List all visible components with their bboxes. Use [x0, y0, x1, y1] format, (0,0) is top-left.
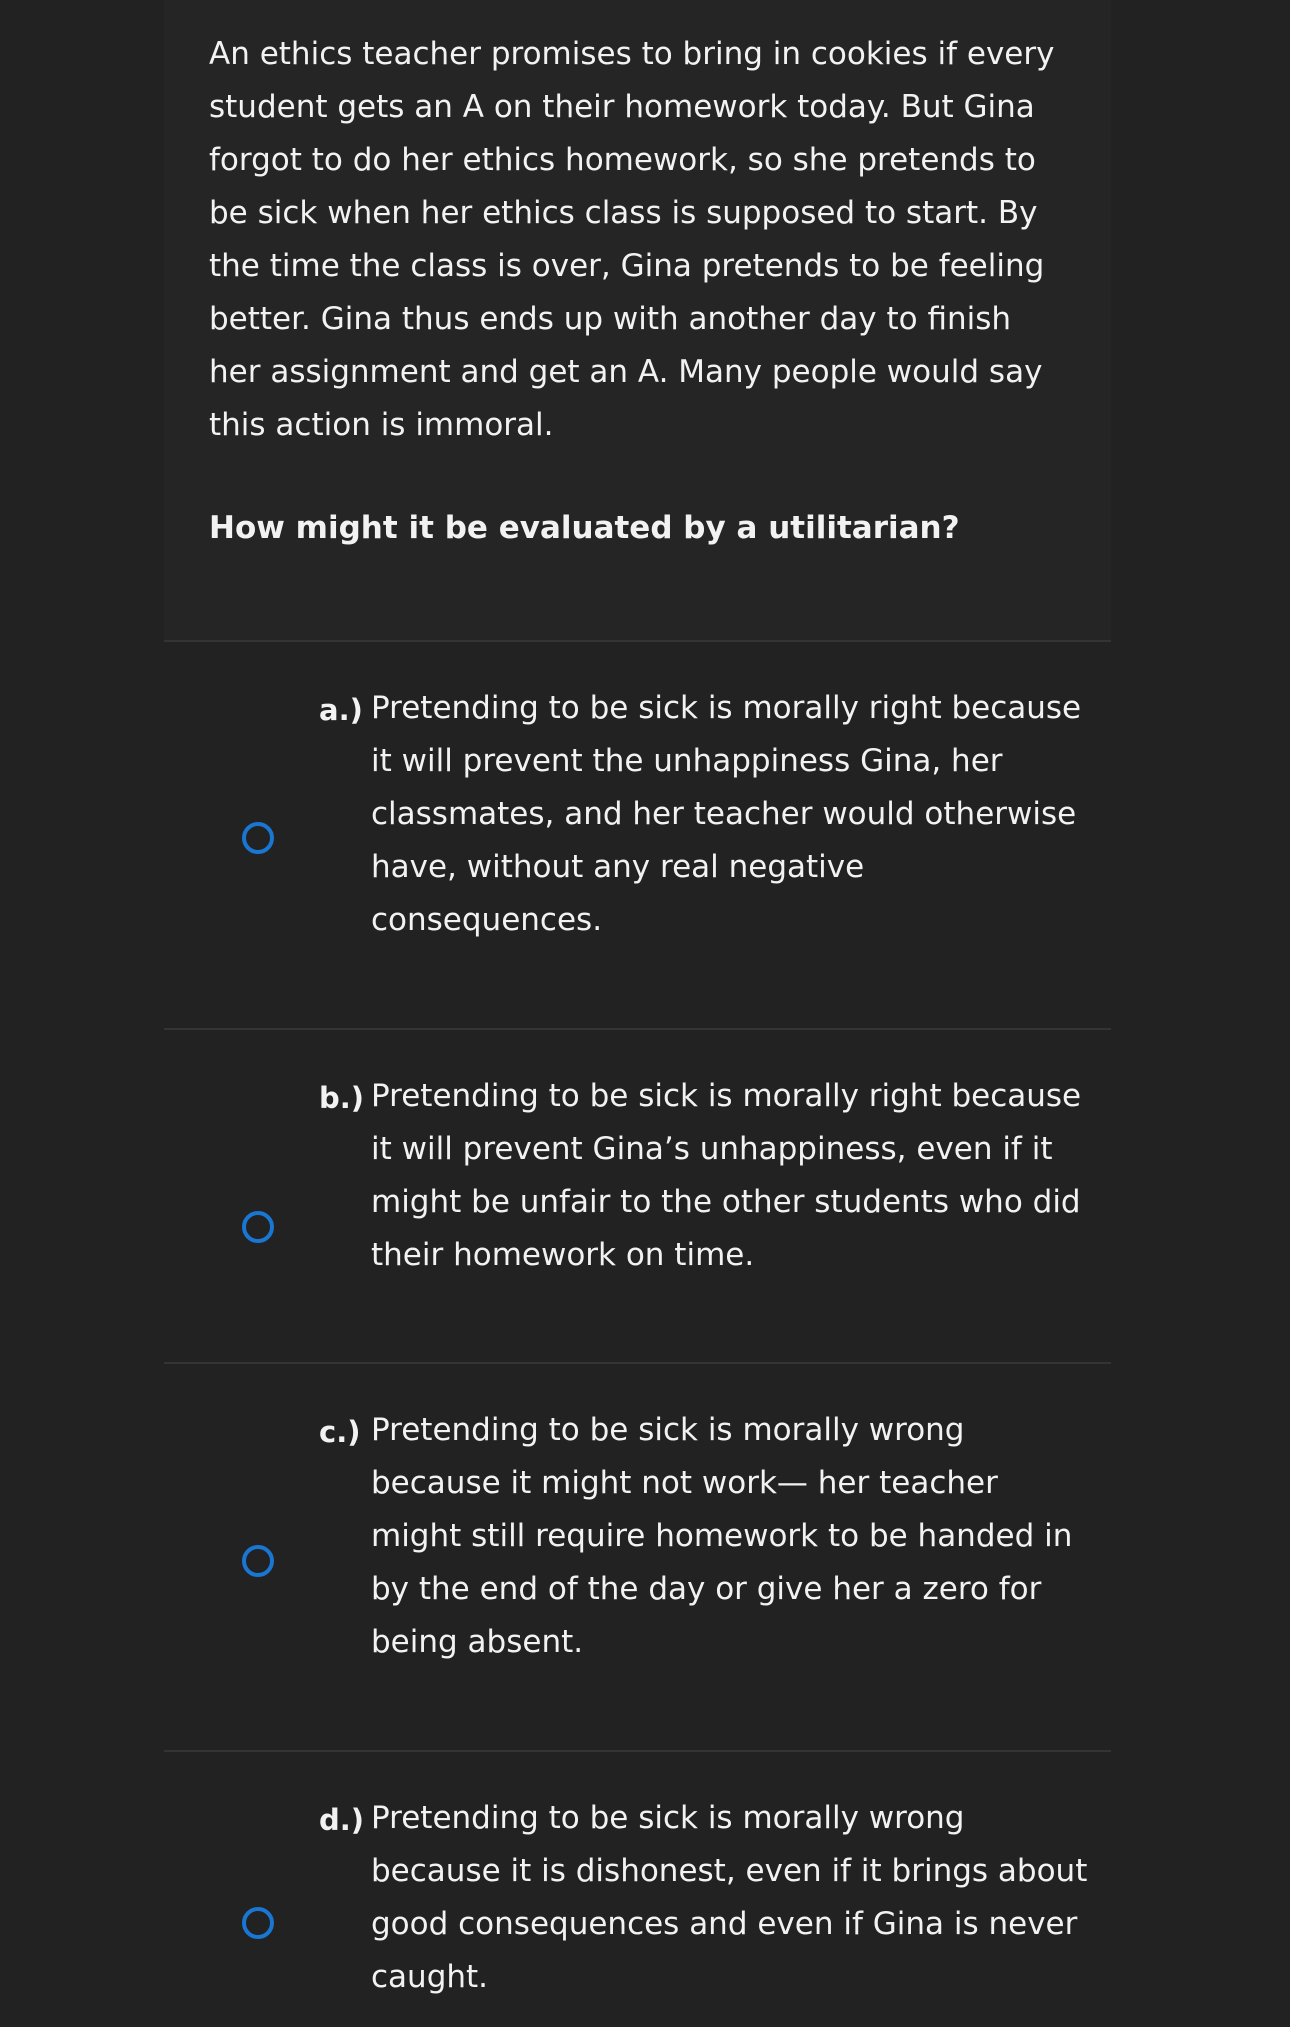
- question-card: [164, 0, 1111, 642]
- answer-option-b[interactable]: [164, 1030, 1111, 1364]
- answer-text-c: Pretending to be sick is morally wrong because it might not work— her teacher might still require homework to be handed in by the end of the day or give her a zero for being absent.: [371, 1412, 1073, 1660]
- answer-text-a: Pretending to be sick is morally right because it will prevent the unhappiness Gina, her classmates, and her teacher would otherwise have, without any real negative consequences.: [371, 690, 1082, 938]
- question-prompt: How might it be evaluated by a utilitarian?: [209, 510, 960, 546]
- radio-button-c[interactable]: [242, 1545, 274, 1577]
- answer-option-c[interactable]: [164, 1364, 1111, 1752]
- answer-text-d: Pretending to be sick is morally wrong because it is dishonest, even if it brings about good consequences and even if Gina is never caught.: [371, 1800, 1088, 1995]
- radio-button-d[interactable]: [242, 1907, 274, 1939]
- answer-text-b: Pretending to be sick is morally right because it will prevent Gina’s unhappiness, even if it might be unfair to the other students who did their homework on time.: [371, 1078, 1082, 1273]
- answer-letter-c: c.): [319, 1415, 361, 1449]
- answer-letter-a: a.): [319, 693, 363, 727]
- radio-button-b[interactable]: [242, 1211, 274, 1243]
- answer-option-d[interactable]: [164, 1752, 1111, 2027]
- answer-list: [164, 642, 1111, 2027]
- answer-letter-b: b.): [319, 1081, 365, 1115]
- question-body: An ethics teacher promises to bring in cookies if every student gets an A on their homework today. But Gina forgot to do her ethics homework, so she pretends to be sick when her ethics class is supposed to start. By the time the class is over, Gina pretends to be feeling better. Gina thus ends up with another day to finish her assignment and get an A. Many people would say this action is immoral.: [209, 36, 1055, 443]
- answer-letter-d: d.): [319, 1803, 365, 1837]
- radio-button-a[interactable]: [242, 822, 274, 854]
- answer-option-a[interactable]: [164, 642, 1111, 1030]
